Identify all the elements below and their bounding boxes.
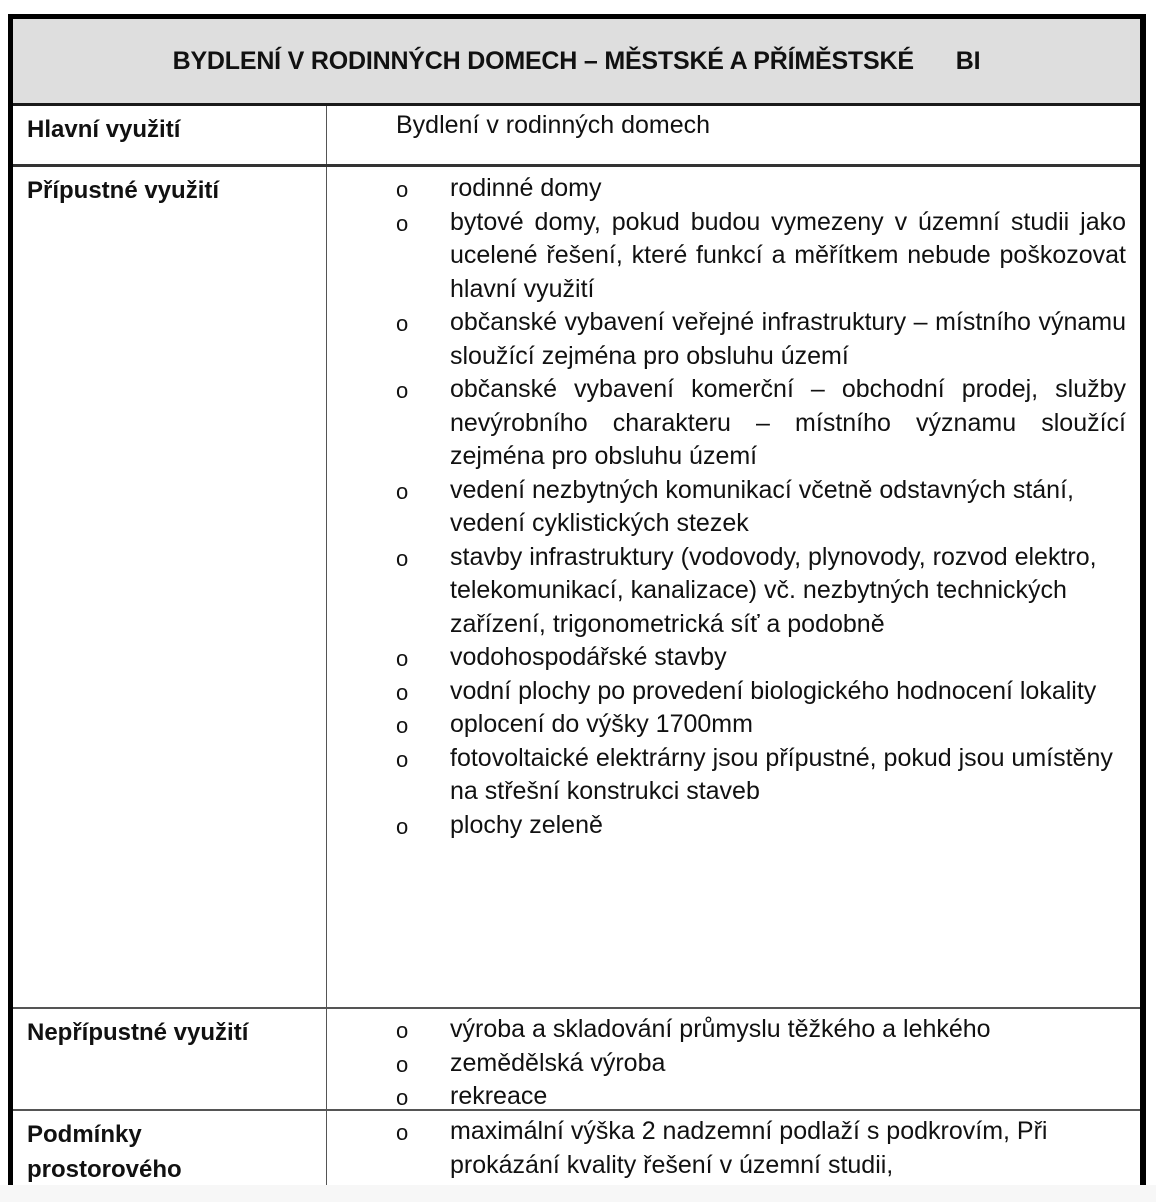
column-divider bbox=[326, 106, 327, 164]
list-item: o vodní plochy po provedení biologického hodnocení lokality bbox=[396, 675, 1126, 709]
bullet-circle-icon: o bbox=[396, 713, 409, 738]
list-item: o plochy zeleně bbox=[396, 809, 1126, 843]
bullet-circle-icon: o bbox=[396, 646, 409, 671]
list-item: o občanské vybavení veřejné infrastruktury – místního výnamu sloužící zejména pro obsluhu území bbox=[396, 308, 1126, 370]
bullet-circle-icon: o bbox=[396, 1018, 409, 1043]
zone-code: BI bbox=[955, 46, 981, 75]
column-divider bbox=[326, 167, 327, 1007]
list-item: o bytové domy, pokud budou vymezeny v územní studii jako ucelené řešení, které funkcí a měřítkem nebude poškozovat hlavní využití bbox=[396, 207, 1126, 303]
column-divider bbox=[326, 1111, 327, 1185]
regulation-table bbox=[8, 14, 1146, 1185]
row-content bbox=[396, 1013, 1126, 1114]
row-content bbox=[396, 1115, 1100, 1182]
bullet-circle-icon: o bbox=[396, 1085, 409, 1110]
spatial-conditions-list bbox=[396, 1115, 1100, 1182]
bullet-circle-icon: o bbox=[396, 478, 409, 504]
list-item: o stavby infrastruktury (vodovody, plynovody, rozvod elektro, telekomunikací, kanalizace) vč. nezbytných technických zařízení, trigonometrická síť a podobně bbox=[396, 542, 1097, 638]
bullet-circle-icon: o bbox=[396, 210, 409, 236]
table-header bbox=[13, 19, 1140, 106]
column-divider bbox=[326, 1009, 327, 1109]
bullet-circle-icon: o bbox=[396, 746, 409, 772]
list-item: o oplocení do výšky 1700mm bbox=[396, 708, 1126, 742]
row-content bbox=[396, 109, 1126, 143]
list-item: o občanské vybavení komerční – obchodní prodej, služby nevýrobního charakteru – místního významu sloužící zejména pro obsluhu území bbox=[396, 375, 1126, 470]
table-title: BYDLENÍ V RODINNÝCH DOMECH – MĚSTSKÉ A PŘÍMĚSTSKÉ bbox=[172, 46, 914, 75]
bullet-circle-icon: o bbox=[396, 311, 409, 336]
list-item: o vedení nezbytných komunikací včetně odstavných stání, vedení cyklistických stezek bbox=[396, 475, 1074, 537]
row-label: Nepřípustné využití bbox=[27, 1019, 249, 1046]
permitted-use-list bbox=[396, 172, 1126, 842]
row-label: Hlavní využití bbox=[27, 116, 181, 143]
bullet-circle-icon: o bbox=[396, 545, 409, 571]
bullet-circle-icon: o bbox=[396, 378, 409, 403]
bullet-circle-icon: o bbox=[396, 1120, 409, 1145]
row-content bbox=[396, 172, 1126, 842]
bullet-circle-icon: o bbox=[396, 679, 409, 705]
table-row-permitted-use bbox=[13, 167, 1140, 1009]
bullet-circle-icon: o bbox=[396, 1051, 409, 1077]
list-item: o rekreace bbox=[396, 1080, 1126, 1114]
bullet-circle-icon: o bbox=[396, 177, 409, 202]
table-row-main-use bbox=[13, 106, 1140, 167]
main-use-text: Bydlení v rodinných domech bbox=[396, 111, 711, 139]
table-row-prohibited-use bbox=[13, 1009, 1140, 1111]
list-item: o výroba a skladování průmyslu těžkého a lehkého bbox=[396, 1013, 1126, 1047]
list-item: o fotovoltaické elektrárny jsou přípustné, pokud jsou umístěny na střešní konstrukci staveb bbox=[396, 743, 1113, 805]
row-label: Přípustné využití bbox=[27, 177, 220, 204]
list-item: o vodohospodářské stavby bbox=[396, 641, 1126, 675]
list-item: o rodinné domy bbox=[396, 172, 1126, 206]
prohibited-use-list bbox=[396, 1013, 1126, 1114]
bullet-circle-icon: o bbox=[396, 813, 409, 839]
table-row-spatial-conditions bbox=[13, 1111, 1140, 1185]
row-label: Podmínky prostorového bbox=[27, 1121, 182, 1183]
list-item: o zemědělská výroba bbox=[396, 1047, 1126, 1081]
list-item: o maximální výška 2 nadzemní podlaží s podkrovím, Při prokázání kvality řešení v územní studii, bbox=[396, 1117, 1048, 1179]
